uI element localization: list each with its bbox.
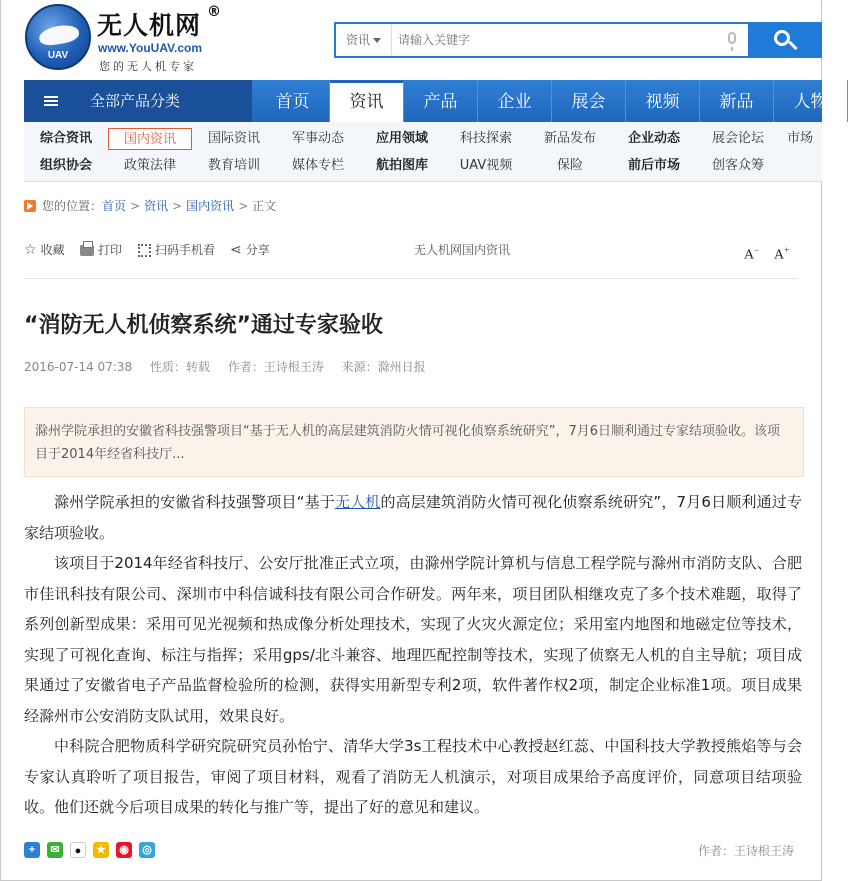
paragraph-text: 滁州学院承担的安徽省科技强警项目“基于 [54,493,335,511]
subnav-item[interactable]: 科技探索 [459,131,512,146]
paragraph: 中科院合肥物质科学研究院研究员孙怡宁、清华大学3s工程技术中心教授赵红蕊、中国科技大学教授熊焰等与会专家认真聆听了项目报告，审阅了项目材料，观看了消防无人机演示，对项目成果给予高度评价，同意项目结项验收。他们还就今后项目成果的转化与推广等，提出了好的意见和建议。 [24,737,802,816]
subnav-item[interactable]: 教育培训 [207,158,260,173]
favorite-label: 收藏 [40,243,65,257]
nav-item-products[interactable]: 产品 [404,80,478,122]
logo-badge-text: UAV [47,50,69,61]
paragraph [24,487,802,548]
share-button[interactable] [230,240,270,260]
search-icon [774,30,790,46]
article-author: 作者：王诗根王涛 [227,360,324,374]
article-nature: 性质：转载 [149,360,210,374]
subnav-item[interactable]: 综合资讯 [39,131,92,146]
paragraph: 该项目于2014年经省科技厅、公安厅批准正式立项，由滁州学院计算机与信息工程学院与滁州市消防支队、合肥市佳讯科技有限公司、深圳市中科信诚科技有限公司合作研发。两年来，项目团队相继攻克了多个技术难题，取得了系列创新型成果：采用可见光视频和热成像分析处理技术，实现了火灾火源定位；采用室内地图和地磁定位等技术，实现了可视化查询、标注与指挥；采用gps/北斗兼容、地理匹配控制等技术，实现了侦察无人机的自主导航；项目成果通过了安徽省电子产品监督检验所的检测，获得实用新型专利2项，软件著作权2项，制定企业标准1项。项目成果经滁州市公安消防支队试用，效果良好。 [24,554,802,725]
nav-item-videos[interactable]: 视频 [626,80,700,122]
share-plus-icon[interactable]: + [24,842,40,858]
main-nav [24,80,828,122]
all-categories-button[interactable] [24,80,252,122]
nav-item-people[interactable]: 人物 [774,80,848,122]
search-category-select[interactable] [336,24,392,56]
share-bar [24,842,162,860]
qr-label: 扫码手机看 [155,243,216,257]
subnav-item[interactable]: 展会论坛 [711,131,764,146]
breadcrumb-separator: > [172,199,183,213]
print-label: 打印 [98,243,123,257]
qq-icon[interactable]: ● [70,842,86,858]
nav-items [256,80,848,122]
menu-icon [44,96,58,106]
article-body [24,487,802,823]
search-button[interactable] [748,24,820,56]
subnav-item[interactable]: 前后市场 [627,158,680,173]
search-input[interactable] [398,30,718,50]
breadcrumb-separator: > [130,199,141,213]
breadcrumb-home[interactable]: 首页 [102,199,127,213]
logo-title: 无人机网 [97,11,202,40]
subnav-item[interactable]: 国际资讯 [207,131,260,146]
toolbar-divider [24,278,798,279]
subnav-item[interactable]: 组织协会 [39,158,92,173]
font-increase-button[interactable]: A+ [774,245,790,263]
article-summary: 滁州学院承担的安徽省科技强警项目“基于无人机的高层建筑消防火情可视化侦察系统研究”，7月6日顺利通过专家结项验收。该项目于2014年经省科技厅... [24,407,804,477]
uav-keyword-link[interactable]: 无人机 [334,493,381,511]
article-toolbar [24,240,796,263]
subnav-item[interactable]: 保险 [556,158,583,173]
subnav-item[interactable]: 航拍图库 [375,158,428,173]
breadcrumb-current: 正文 [252,199,277,213]
tencent-weibo-icon[interactable]: ◎ [139,842,155,858]
qr-mobile-button[interactable] [138,240,215,260]
qzone-icon[interactable]: ★ [93,842,109,858]
search-bar [334,22,822,58]
subnav-item[interactable]: 政策法律 [123,158,176,173]
font-decrease-button[interactable]: A− [744,245,760,263]
font-decrease-label: A [744,247,755,263]
site-logo[interactable] [25,4,235,74]
article-meta [24,358,440,375]
print-button[interactable] [80,240,122,260]
location-icon [24,200,36,212]
nav-item-new-products[interactable]: 新品 [700,80,774,122]
breadcrumb-separator: > [238,199,249,213]
printer-icon [80,245,94,256]
share-label: 分享 [245,243,270,257]
microphone-icon[interactable] [728,32,736,44]
subnav-item[interactable]: 应用领域 [375,131,428,146]
footer-author: 作者：王诗根王涛 [698,844,795,858]
subnav-item[interactable]: 媒体专栏 [291,158,344,173]
article-date: 2016-07-14 07:38 [24,360,133,374]
subnav-item[interactable]: 军事动态 [291,131,344,146]
breadcrumb [24,197,276,215]
nav-item-home[interactable]: 首页 [256,80,330,122]
sub-nav [24,122,822,182]
share-icon: ⋖ [230,242,242,258]
nav-item-exhibitions[interactable]: 展会 [552,80,626,122]
logo-url: www.YouUAV.com [98,41,203,55]
article-source: 来源：滁州日报 [341,360,426,374]
article-title: “消防无人机侦察系统”通过专家验收 [24,313,383,338]
registered-mark: ® [207,4,221,20]
subnav-item[interactable]: 创客众筹 [711,158,764,173]
all-categories-label: 全部产品分类 [90,92,181,110]
logo-slogan: 您的无人机专家 [99,60,197,73]
paragraph-text: 的高层建筑消防火情可视化侦察系统研究”，7月6日顺利通过专家结项验收。 [24,493,802,542]
subnav-item-selected[interactable]: 国内资讯 [108,128,192,150]
font-increase-label: A [774,247,785,263]
subnav-item[interactable]: UAV视频 [459,158,513,173]
wechat-icon[interactable]: ✉ [47,842,63,858]
breadcrumb-prefix: 您的位置： [42,199,103,213]
favorite-button[interactable] [24,240,65,260]
breadcrumb-domestic-news[interactable]: 国内资讯 [186,199,235,213]
qr-code-icon [138,244,151,257]
nav-item-news[interactable]: 资讯 [330,80,404,122]
nav-item-companies[interactable]: 企业 [478,80,552,122]
subnav-item[interactable]: 企业动态 [627,131,680,146]
subnav-item[interactable]: 新品发布 [543,131,596,146]
breadcrumb-news[interactable]: 资讯 [144,199,169,213]
globe-logo-icon [25,4,91,70]
weibo-icon[interactable]: ◉ [116,842,132,858]
chevron-down-icon [373,38,381,43]
source-channel: 无人机网国内资讯 [414,243,511,257]
subnav-item[interactable]: 市场 [786,131,813,146]
star-icon: ☆ [24,242,37,258]
search-category-label: 资讯 [346,33,371,47]
